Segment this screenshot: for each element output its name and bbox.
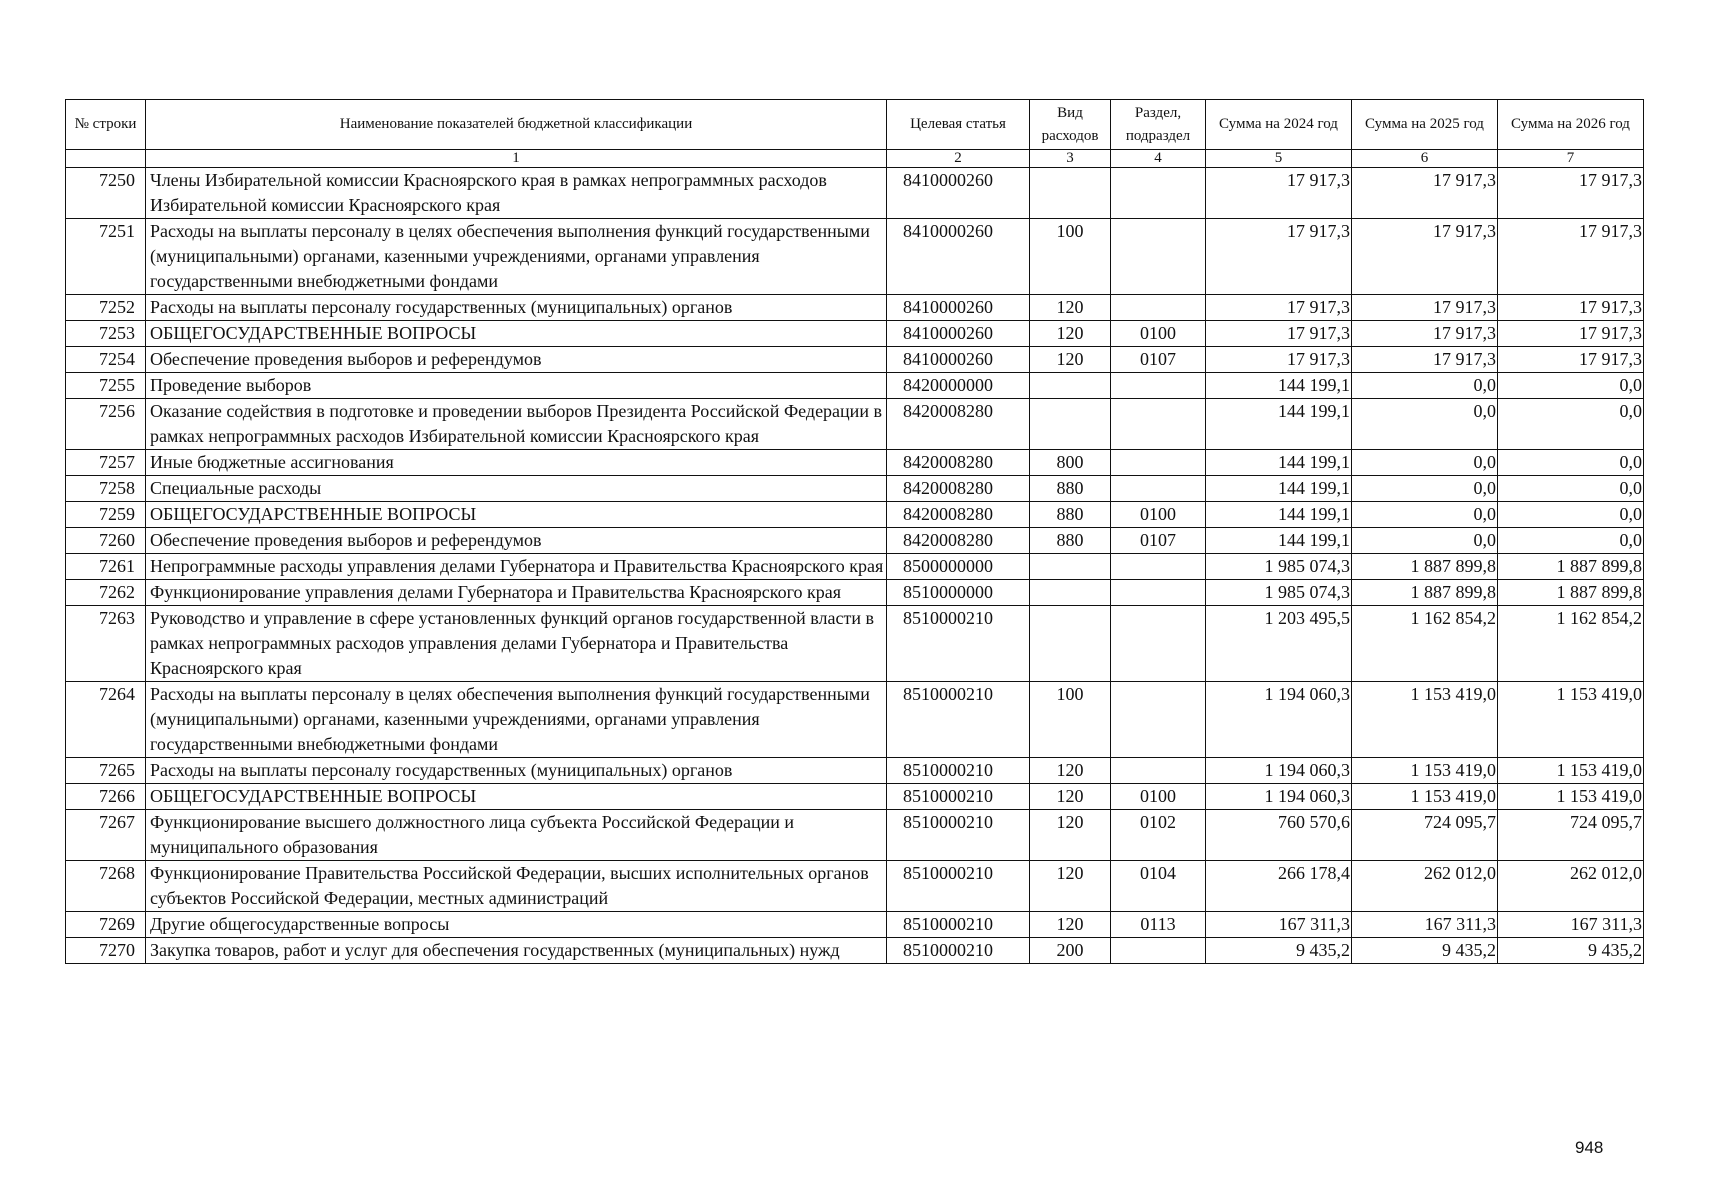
row-sum-2026: 262 012,0 xyxy=(1498,861,1644,912)
row-name: Обеспечение проведения выборов и референдумов xyxy=(146,528,887,554)
row-section: 0113 xyxy=(1111,912,1206,938)
row-name: Руководство и управление в сфере установленных функций органов государственной власти в рамках непрограммных расходов управления делами Губернатора и Правительства Красноярского края xyxy=(146,606,887,682)
header-type: Вид расходов xyxy=(1030,100,1111,150)
row-sum-2025: 17 917,3 xyxy=(1352,321,1498,347)
row-sum-2024: 144 199,1 xyxy=(1206,450,1352,476)
row-sum-2025: 724 095,7 xyxy=(1352,810,1498,861)
row-sum-2026: 0,0 xyxy=(1498,502,1644,528)
row-section xyxy=(1111,758,1206,784)
row-section: 0100 xyxy=(1111,784,1206,810)
row-sum-2024: 1 985 074,3 xyxy=(1206,580,1352,606)
row-number: 7268 xyxy=(66,861,146,912)
row-target-article: 8420008280 xyxy=(887,476,1030,502)
row-number: 7261 xyxy=(66,554,146,580)
table-row xyxy=(66,295,1644,321)
row-sum-2024: 17 917,3 xyxy=(1206,321,1352,347)
row-number: 7266 xyxy=(66,784,146,810)
table-row xyxy=(66,476,1644,502)
row-section xyxy=(1111,938,1206,964)
row-number: 7258 xyxy=(66,476,146,502)
row-sum-2024: 266 178,4 xyxy=(1206,861,1352,912)
row-sum-2024: 17 917,3 xyxy=(1206,168,1352,219)
row-sum-2025: 17 917,3 xyxy=(1352,168,1498,219)
row-expense-type xyxy=(1030,554,1111,580)
row-name: Функционирование высшего должностного лица субъекта Российской Федерации и муниципального образования xyxy=(146,810,887,861)
row-name: Специальные расходы xyxy=(146,476,887,502)
row-sum-2025: 0,0 xyxy=(1352,450,1498,476)
row-sum-2026: 1 887 899,8 xyxy=(1498,580,1644,606)
row-name: Иные бюджетные ассигнования xyxy=(146,450,887,476)
row-sum-2024: 144 199,1 xyxy=(1206,399,1352,450)
row-section xyxy=(1111,373,1206,399)
row-section: 0104 xyxy=(1111,861,1206,912)
row-sum-2025: 1 153 419,0 xyxy=(1352,758,1498,784)
row-expense-type: 120 xyxy=(1030,295,1111,321)
row-sum-2026: 17 917,3 xyxy=(1498,219,1644,295)
column-number: 2 xyxy=(887,150,1030,168)
row-sum-2025: 0,0 xyxy=(1352,502,1498,528)
row-number: 7250 xyxy=(66,168,146,219)
row-sum-2024: 1 194 060,3 xyxy=(1206,682,1352,758)
row-sum-2024: 760 570,6 xyxy=(1206,810,1352,861)
row-sum-2026: 17 917,3 xyxy=(1498,347,1644,373)
row-sum-2026: 1 887 899,8 xyxy=(1498,554,1644,580)
table-row xyxy=(66,554,1644,580)
row-sum-2025: 1 887 899,8 xyxy=(1352,580,1498,606)
row-expense-type: 100 xyxy=(1030,219,1111,295)
row-section: 0107 xyxy=(1111,528,1206,554)
row-target-article: 8510000210 xyxy=(887,810,1030,861)
row-sum-2025: 0,0 xyxy=(1352,476,1498,502)
row-section xyxy=(1111,168,1206,219)
row-sum-2025: 0,0 xyxy=(1352,399,1498,450)
row-number: 7267 xyxy=(66,810,146,861)
column-number: 7 xyxy=(1498,150,1644,168)
row-name: Расходы на выплаты персоналу в целях обеспечения выполнения функций государственными (муниципальными) органами, казенными учреждениями, органами управления государственными внебюджетными фондами xyxy=(146,219,887,295)
row-expense-type: 800 xyxy=(1030,450,1111,476)
row-target-article: 8510000210 xyxy=(887,784,1030,810)
row-expense-type: 120 xyxy=(1030,758,1111,784)
row-name: Функционирование управления делами Губернатора и Правительства Красноярского края xyxy=(146,580,887,606)
row-expense-type: 880 xyxy=(1030,502,1111,528)
row-sum-2026: 9 435,2 xyxy=(1498,938,1644,964)
row-sum-2024: 144 199,1 xyxy=(1206,528,1352,554)
row-section xyxy=(1111,450,1206,476)
row-name: ОБЩЕГОСУДАРСТВЕННЫЕ ВОПРОСЫ xyxy=(146,784,887,810)
row-number: 7270 xyxy=(66,938,146,964)
row-target-article: 8410000260 xyxy=(887,168,1030,219)
row-section: 0100 xyxy=(1111,321,1206,347)
table-row xyxy=(66,399,1644,450)
row-expense-type: 120 xyxy=(1030,912,1111,938)
row-number: 7257 xyxy=(66,450,146,476)
row-expense-type: 120 xyxy=(1030,861,1111,912)
row-expense-type: 120 xyxy=(1030,347,1111,373)
table-row xyxy=(66,321,1644,347)
table-row xyxy=(66,347,1644,373)
column-number: 5 xyxy=(1206,150,1352,168)
row-section xyxy=(1111,682,1206,758)
table-row xyxy=(66,682,1644,758)
row-number: 7269 xyxy=(66,912,146,938)
row-sum-2026: 1 153 419,0 xyxy=(1498,758,1644,784)
row-sum-2025: 0,0 xyxy=(1352,373,1498,399)
row-sum-2025: 167 311,3 xyxy=(1352,912,1498,938)
row-sum-2024: 144 199,1 xyxy=(1206,373,1352,399)
row-sum-2025: 1 887 899,8 xyxy=(1352,554,1498,580)
row-expense-type xyxy=(1030,606,1111,682)
table-row xyxy=(66,810,1644,861)
column-number: 6 xyxy=(1352,150,1498,168)
row-sum-2024: 9 435,2 xyxy=(1206,938,1352,964)
row-section xyxy=(1111,219,1206,295)
row-sum-2025: 262 012,0 xyxy=(1352,861,1498,912)
row-name: Функционирование Правительства Российской Федерации, высших исполнительных органов субъектов Российской Федерации, местных администраций xyxy=(146,861,887,912)
header-sum-2024: Сумма на 2024 год xyxy=(1206,100,1352,150)
table-row xyxy=(66,580,1644,606)
table-row xyxy=(66,861,1644,912)
row-sum-2024: 1 194 060,3 xyxy=(1206,758,1352,784)
row-sum-2024: 1 985 074,3 xyxy=(1206,554,1352,580)
row-number: 7259 xyxy=(66,502,146,528)
row-number: 7265 xyxy=(66,758,146,784)
table-header xyxy=(66,100,1644,168)
header-sum-2025: Сумма на 2025 год xyxy=(1352,100,1498,150)
row-sum-2025: 17 917,3 xyxy=(1352,295,1498,321)
row-name: Непрограммные расходы управления делами Губернатора и Правительства Красноярского края xyxy=(146,554,887,580)
table-row xyxy=(66,219,1644,295)
row-expense-type: 120 xyxy=(1030,810,1111,861)
row-expense-type xyxy=(1030,168,1111,219)
table-row xyxy=(66,784,1644,810)
row-number: 7262 xyxy=(66,580,146,606)
row-name: Обеспечение проведения выборов и референдумов xyxy=(146,347,887,373)
column-number: 1 xyxy=(146,150,887,168)
table-row xyxy=(66,528,1644,554)
row-sum-2025: 1 153 419,0 xyxy=(1352,784,1498,810)
row-sum-2025: 1 153 419,0 xyxy=(1352,682,1498,758)
row-expense-type: 880 xyxy=(1030,528,1111,554)
row-target-article: 8510000210 xyxy=(887,938,1030,964)
header-name: Наименование показателей бюджетной классификации xyxy=(146,100,887,150)
row-target-article: 8410000260 xyxy=(887,219,1030,295)
row-sum-2025: 1 162 854,2 xyxy=(1352,606,1498,682)
row-name: Закупка товаров, работ и услуг для обеспечения государственных (муниципальных) нужд xyxy=(146,938,887,964)
header-section: Раздел, подраздел xyxy=(1111,100,1206,150)
row-section xyxy=(1111,295,1206,321)
row-target-article: 8420008280 xyxy=(887,528,1030,554)
row-sum-2026: 724 095,7 xyxy=(1498,810,1644,861)
row-sum-2026: 1 162 854,2 xyxy=(1498,606,1644,682)
header-sum-2026: Сумма на 2026 год xyxy=(1498,100,1644,150)
row-target-article: 8410000260 xyxy=(887,321,1030,347)
page-number: 948 xyxy=(1575,1138,1604,1157)
row-target-article: 8420000000 xyxy=(887,373,1030,399)
row-section: 0107 xyxy=(1111,347,1206,373)
column-number: 4 xyxy=(1111,150,1206,168)
row-section xyxy=(1111,606,1206,682)
budget-table xyxy=(65,99,1644,964)
column-number: 3 xyxy=(1030,150,1111,168)
row-number: 7260 xyxy=(66,528,146,554)
table-row xyxy=(66,758,1644,784)
row-section: 0102 xyxy=(1111,810,1206,861)
row-sum-2026: 0,0 xyxy=(1498,528,1644,554)
row-sum-2026: 0,0 xyxy=(1498,450,1644,476)
row-sum-2024: 1 203 495,5 xyxy=(1206,606,1352,682)
row-section xyxy=(1111,554,1206,580)
row-target-article: 8420008280 xyxy=(887,399,1030,450)
row-target-article: 8510000210 xyxy=(887,606,1030,682)
row-expense-type xyxy=(1030,580,1111,606)
row-name: Другие общегосударственные вопросы xyxy=(146,912,887,938)
row-sum-2024: 17 917,3 xyxy=(1206,295,1352,321)
table-body xyxy=(66,168,1644,964)
row-target-article: 8510000210 xyxy=(887,758,1030,784)
row-name: ОБЩЕГОСУДАРСТВЕННЫЕ ВОПРОСЫ xyxy=(146,502,887,528)
column-number xyxy=(66,150,146,168)
row-name: Оказание содействия в подготовке и проведении выборов Президента Российской Федерации в рамках непрограммных расходов Избирательной комиссии Красноярского края xyxy=(146,399,887,450)
row-name: ОБЩЕГОСУДАРСТВЕННЫЕ ВОПРОСЫ xyxy=(146,321,887,347)
row-sum-2024: 144 199,1 xyxy=(1206,476,1352,502)
row-number: 7264 xyxy=(66,682,146,758)
row-target-article: 8510000210 xyxy=(887,861,1030,912)
row-expense-type: 120 xyxy=(1030,784,1111,810)
row-sum-2026: 1 153 419,0 xyxy=(1498,682,1644,758)
row-number: 7263 xyxy=(66,606,146,682)
row-section xyxy=(1111,476,1206,502)
row-number: 7256 xyxy=(66,399,146,450)
table-row xyxy=(66,450,1644,476)
row-number: 7251 xyxy=(66,219,146,295)
row-name: Члены Избирательной комиссии Красноярского края в рамках непрограммных расходов Избирательной комиссии Красноярского края xyxy=(146,168,887,219)
row-section xyxy=(1111,399,1206,450)
row-expense-type xyxy=(1030,373,1111,399)
row-number: 7252 xyxy=(66,295,146,321)
row-sum-2026: 167 311,3 xyxy=(1498,912,1644,938)
row-target-article: 8410000260 xyxy=(887,347,1030,373)
row-target-article: 8410000260 xyxy=(887,295,1030,321)
row-expense-type xyxy=(1030,399,1111,450)
row-target-article: 8510000210 xyxy=(887,682,1030,758)
row-target-article: 8420008280 xyxy=(887,502,1030,528)
row-name: Расходы на выплаты персоналу государственных (муниципальных) органов xyxy=(146,758,887,784)
row-sum-2024: 1 194 060,3 xyxy=(1206,784,1352,810)
row-name: Расходы на выплаты персоналу государственных (муниципальных) органов xyxy=(146,295,887,321)
row-sum-2024: 144 199,1 xyxy=(1206,502,1352,528)
row-expense-type: 200 xyxy=(1030,938,1111,964)
row-expense-type: 120 xyxy=(1030,321,1111,347)
row-sum-2024: 17 917,3 xyxy=(1206,219,1352,295)
row-sum-2024: 167 311,3 xyxy=(1206,912,1352,938)
table-row xyxy=(66,606,1644,682)
row-sum-2024: 17 917,3 xyxy=(1206,347,1352,373)
row-sum-2026: 0,0 xyxy=(1498,373,1644,399)
row-name: Проведение выборов xyxy=(146,373,887,399)
table-row xyxy=(66,168,1644,219)
row-sum-2026: 17 917,3 xyxy=(1498,321,1644,347)
row-name: Расходы на выплаты персоналу в целях обеспечения выполнения функций государственными (муниципальными) органами, казенными учреждениями, органами управления государственными внебюджетными фондами xyxy=(146,682,887,758)
row-target-article: 8510000000 xyxy=(887,580,1030,606)
row-sum-2025: 17 917,3 xyxy=(1352,219,1498,295)
table-row xyxy=(66,502,1644,528)
row-sum-2026: 17 917,3 xyxy=(1498,168,1644,219)
row-section: 0100 xyxy=(1111,502,1206,528)
row-sum-2025: 0,0 xyxy=(1352,528,1498,554)
header-target: Целевая статья xyxy=(887,100,1030,150)
row-sum-2026: 17 917,3 xyxy=(1498,295,1644,321)
table-row xyxy=(66,938,1644,964)
row-number: 7254 xyxy=(66,347,146,373)
row-number: 7255 xyxy=(66,373,146,399)
table-row xyxy=(66,912,1644,938)
row-target-article: 8500000000 xyxy=(887,554,1030,580)
row-expense-type: 880 xyxy=(1030,476,1111,502)
row-section xyxy=(1111,580,1206,606)
header-row-no: № строки xyxy=(66,100,146,150)
row-expense-type: 100 xyxy=(1030,682,1111,758)
row-target-article: 8420008280 xyxy=(887,450,1030,476)
row-target-article: 8510000210 xyxy=(887,912,1030,938)
row-sum-2025: 9 435,2 xyxy=(1352,938,1498,964)
row-sum-2026: 0,0 xyxy=(1498,476,1644,502)
table-row xyxy=(66,373,1644,399)
row-sum-2026: 1 153 419,0 xyxy=(1498,784,1644,810)
row-number: 7253 xyxy=(66,321,146,347)
row-sum-2026: 0,0 xyxy=(1498,399,1644,450)
row-sum-2025: 17 917,3 xyxy=(1352,347,1498,373)
